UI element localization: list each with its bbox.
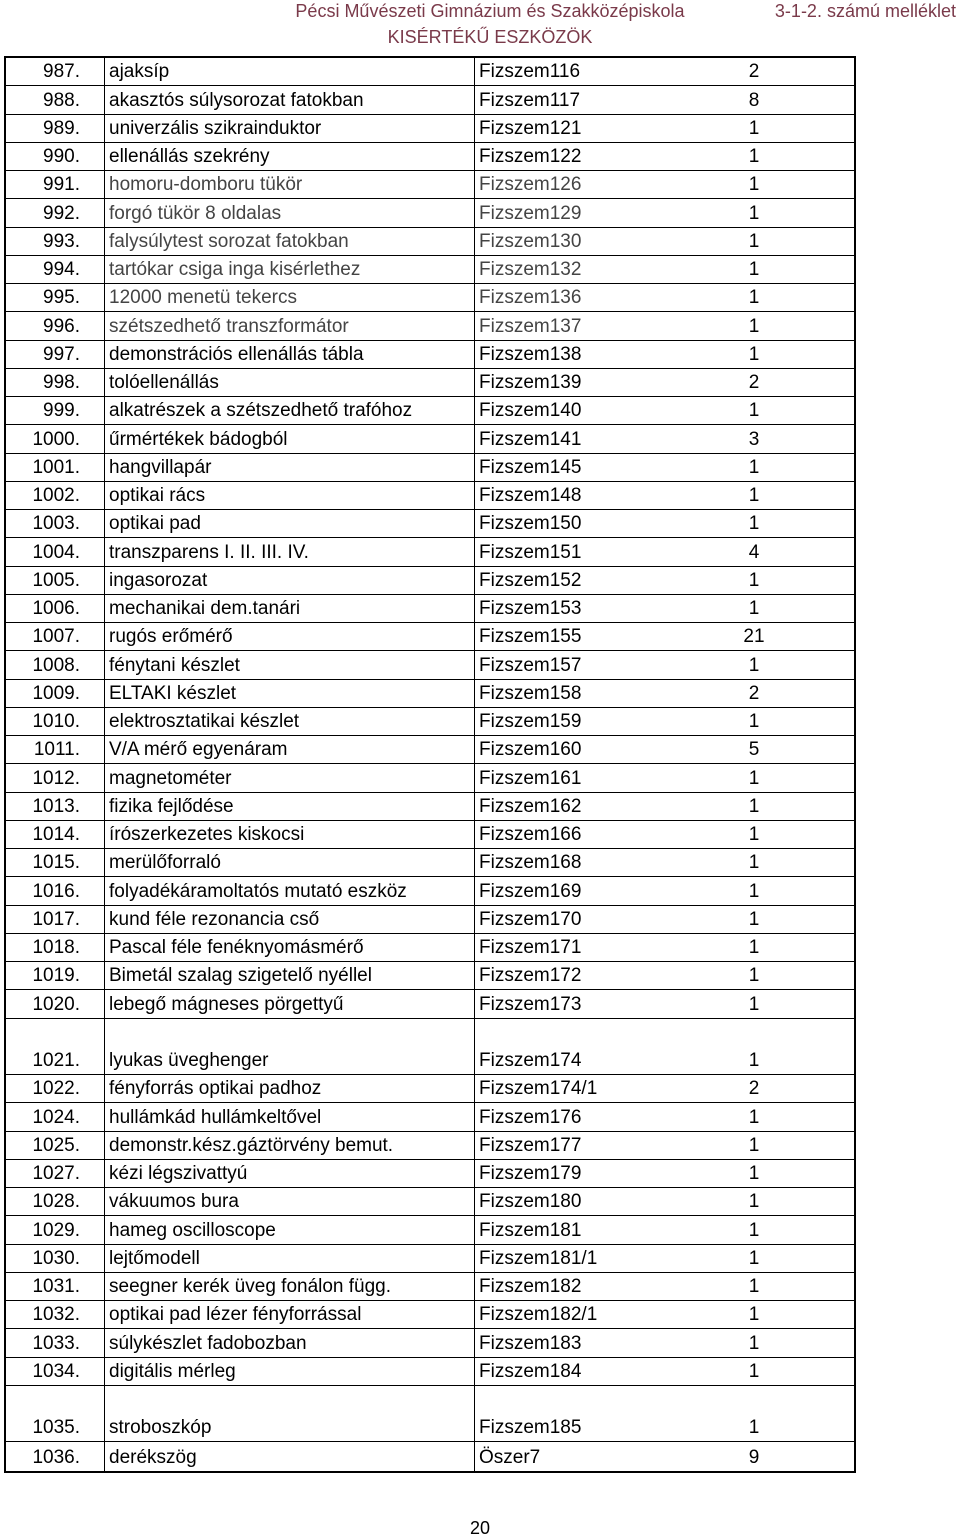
appendix-label: 3-1-2. számú melléklet <box>774 1 956 21</box>
page-number: 20 <box>469 1518 491 1538</box>
item-quantity: 2 <box>748 61 760 83</box>
item-code: Fizszem148 <box>479 485 582 506</box>
item-quantity: 1 <box>748 400 760 422</box>
item-code: Fizszem166 <box>479 824 582 845</box>
table-row <box>6 1216 854 1244</box>
item-name: merülőforraló <box>109 852 221 874</box>
item-quantity: 1 <box>748 315 760 337</box>
row-number: 998. <box>43 372 80 393</box>
item-quantity: 1 <box>748 1304 760 1326</box>
row-number: 1025. <box>32 1134 80 1156</box>
item-name: hameg oscilloscope <box>109 1219 276 1241</box>
item-code: Fizszem153 <box>479 598 582 619</box>
item-code: Fizszem185 <box>479 1417 582 1439</box>
item-quantity: 1 <box>748 1247 760 1269</box>
item-name: fényforrás optikai padhoz <box>109 1078 322 1100</box>
table-row <box>6 369 854 397</box>
item-quantity: 1 <box>748 1360 760 1382</box>
item-code: Fizszem138 <box>479 343 582 365</box>
table-row <box>6 199 854 227</box>
row-number: 1002. <box>32 485 80 506</box>
row-number: 1010. <box>32 711 80 732</box>
item-name: falysúlytest sorozat fatokban <box>109 230 349 252</box>
item-name: hullámkád hullámkeltővel <box>109 1106 322 1128</box>
row-number: 1018. <box>32 937 80 958</box>
item-quantity: 1 <box>748 117 760 139</box>
row-number: 1019. <box>32 965 80 987</box>
row-number: 996. <box>43 315 80 337</box>
row-number: 1034. <box>32 1360 80 1382</box>
item-quantity: 3 <box>748 428 760 450</box>
item-name: rugós erőmérő <box>109 626 233 648</box>
table-row <box>6 821 854 849</box>
item-name: lejtőmodell <box>109 1247 200 1269</box>
document-subtitle: KISÉRTÉKŰ ESZKÖZÖK <box>387 27 593 47</box>
item-code: Fizszem151 <box>479 541 582 563</box>
item-name: lyukas üveghenger <box>109 1050 269 1071</box>
item-name: derékszög <box>109 1446 197 1468</box>
item-quantity: 1 <box>748 513 760 535</box>
item-name: Bimetál szalag szigetelő nyéllel <box>109 965 372 987</box>
table-row <box>6 171 854 199</box>
row-number: 1003. <box>32 513 80 535</box>
item-quantity: 1 <box>748 456 760 478</box>
item-name: tartókar csiga inga kisérlethez <box>109 259 361 280</box>
item-name: ingasorozat <box>109 569 208 591</box>
item-quantity: 1 <box>748 1219 760 1241</box>
item-code: Fizszem181 <box>479 1219 582 1241</box>
item-code: Fizszem139 <box>479 372 582 393</box>
table-row <box>6 934 854 962</box>
item-quantity: 1 <box>748 146 760 167</box>
item-code: Fizszem169 <box>479 880 582 902</box>
table-row <box>6 143 854 171</box>
item-quantity: 1 <box>748 795 760 817</box>
item-name: optikai pad <box>109 513 201 535</box>
item-quantity: 1 <box>748 880 760 902</box>
row-number: 1006. <box>32 598 80 619</box>
table-row <box>6 228 854 256</box>
table-row <box>6 1358 854 1386</box>
item-quantity: 1 <box>748 1106 760 1128</box>
item-name: folyadékáramoltatós mutató eszköz <box>109 880 407 902</box>
item-code: Fizszem155 <box>479 626 582 648</box>
item-name: vákuumos bura <box>109 1191 239 1213</box>
item-quantity: 1 <box>748 1050 760 1071</box>
item-name: súlykészlet fadobozban <box>109 1332 307 1354</box>
item-code: Fizszem117 <box>479 89 581 111</box>
table-row <box>6 736 854 764</box>
table-row <box>6 284 854 312</box>
item-code: Fizszem116 <box>479 61 581 83</box>
item-quantity: 1 <box>748 711 760 732</box>
item-code: Fizszem121 <box>479 117 582 139</box>
table-row <box>6 312 854 340</box>
row-number: 1030. <box>32 1247 80 1269</box>
item-code: Fizszem176 <box>479 1106 582 1128</box>
item-code: Fizszem129 <box>479 202 582 224</box>
item-name: optikai rács <box>109 485 206 506</box>
item-quantity: 1 <box>748 202 760 224</box>
item-code: Fizszem159 <box>479 711 582 732</box>
item-code: Fizszem130 <box>479 230 582 252</box>
item-code: Fizszem182 <box>479 1276 582 1297</box>
table-row <box>6 962 854 990</box>
item-name: lebegő mágneses pörgettyű <box>109 993 344 1015</box>
table-row <box>6 1245 854 1273</box>
item-quantity: 1 <box>748 343 760 365</box>
row-number: 1004. <box>32 541 80 563</box>
item-code: Fizszem122 <box>479 146 582 167</box>
item-name: hangvillapár <box>109 456 212 478</box>
row-number: 1036. <box>32 1446 80 1468</box>
row-number: 1015. <box>32 852 80 874</box>
item-code: Fizszem168 <box>479 852 582 874</box>
table-row <box>6 341 854 369</box>
row-number: 1031. <box>32 1276 80 1297</box>
table-row <box>6 793 854 821</box>
item-name: fizika fejlődése <box>109 795 234 817</box>
table-row <box>6 764 854 792</box>
item-name: V/A mérő egyenáram <box>109 739 288 761</box>
item-code: Fizszem152 <box>479 569 582 591</box>
item-name: ellenállás szekrény <box>109 146 270 167</box>
item-quantity: 1 <box>748 1191 760 1213</box>
item-quantity: 2 <box>748 682 760 704</box>
item-quantity: 1 <box>748 852 760 874</box>
item-code: Fizszem181/1 <box>479 1247 598 1269</box>
item-code: Fizszem160 <box>479 739 582 761</box>
item-name: seegner kerék üveg fonálon függ. <box>109 1276 392 1297</box>
row-number: 1022. <box>32 1078 80 1100</box>
item-code: Fizszem184 <box>479 1360 582 1382</box>
item-name: transzparens I. II. III. IV. <box>109 541 309 563</box>
row-number: 1028. <box>32 1191 80 1213</box>
item-quantity: 1 <box>748 1134 760 1156</box>
item-code: Fizszem145 <box>479 456 582 478</box>
table-row <box>6 1160 854 1188</box>
row-number: 995. <box>43 287 80 309</box>
item-code: Fizszem161 <box>479 767 582 789</box>
row-number: 1012. <box>32 767 80 789</box>
row-number: 1005. <box>32 569 80 591</box>
row-number: 1032. <box>32 1304 80 1326</box>
item-name: 12000 menetü tekercs <box>109 287 298 309</box>
row-number: 1011. <box>33 739 80 761</box>
item-quantity: 1 <box>748 230 760 252</box>
item-quantity: 5 <box>748 739 760 761</box>
row-number: 999. <box>43 400 80 422</box>
item-quantity: 1 <box>748 485 760 506</box>
table-row <box>6 1103 854 1131</box>
item-quantity: 1 <box>748 259 760 280</box>
item-quantity: 4 <box>748 541 760 563</box>
item-code: Fizszem162 <box>479 795 582 817</box>
item-quantity: 2 <box>748 1078 760 1100</box>
row-number: 993. <box>43 230 80 252</box>
item-code: Fizszem158 <box>479 682 582 704</box>
item-name: demonstr.kész.gáztörvény bemut. <box>109 1134 394 1156</box>
row-number: 997. <box>43 343 80 365</box>
item-quantity: 1 <box>748 287 760 309</box>
item-code: Fizszem126 <box>479 174 582 196</box>
item-code: Fizszem141 <box>479 428 582 450</box>
item-code: Fizszem150 <box>479 513 582 535</box>
item-quantity: 1 <box>748 767 760 789</box>
item-name: kézi légszivattyú <box>109 1163 248 1184</box>
item-quantity: 2 <box>748 372 760 393</box>
table-row <box>6 849 854 877</box>
table-row <box>6 256 854 284</box>
table-row <box>6 1019 854 1076</box>
item-quantity: 1 <box>748 908 760 930</box>
item-code: Fizszem137 <box>479 315 582 337</box>
row-number: 1029. <box>32 1219 80 1241</box>
row-number: 1008. <box>32 654 80 676</box>
item-code: Öszer7 <box>479 1446 541 1468</box>
item-code: Fizszem170 <box>479 908 582 930</box>
item-quantity: 1 <box>748 1417 760 1439</box>
table-row <box>6 425 854 453</box>
row-number: 1007. <box>32 626 80 648</box>
table-row <box>6 115 854 143</box>
table-row <box>6 454 854 482</box>
item-code: Fizszem140 <box>479 400 582 422</box>
item-quantity: 1 <box>748 1163 760 1184</box>
row-number: 1021. <box>32 1050 80 1071</box>
item-name: ajaksíp <box>109 61 170 83</box>
row-number: 988. <box>43 89 80 111</box>
table-row <box>6 680 854 708</box>
item-name: digitális mérleg <box>109 1360 236 1382</box>
table-row <box>6 510 854 538</box>
item-quantity: 1 <box>748 174 760 196</box>
row-number: 1009. <box>32 682 80 704</box>
item-name: homoru-domboru tükör <box>109 174 303 196</box>
item-quantity: 8 <box>748 89 760 111</box>
item-name: írószerkezetes kiskocsi <box>109 824 305 845</box>
item-name: Pascal féle fenéknyomásmérő <box>109 937 364 958</box>
item-quantity: 1 <box>748 1276 760 1297</box>
item-name: szétszedhető transzformátor <box>109 315 349 337</box>
table-row <box>6 58 854 86</box>
item-code: Fizszem173 <box>479 993 582 1015</box>
table-row <box>6 1386 854 1443</box>
item-code: Fizszem183 <box>479 1332 582 1354</box>
table-row <box>6 1188 854 1216</box>
table-row <box>6 567 854 595</box>
row-number: 1020. <box>32 993 80 1015</box>
item-quantity: 1 <box>748 598 760 619</box>
table-row <box>6 1329 854 1357</box>
item-code: Fizszem172 <box>479 965 582 987</box>
table-row <box>6 1075 854 1103</box>
school-name: Pécsi Művészeti Gimnázium és Szakközépiskola <box>295 1 685 21</box>
table-row <box>6 708 854 736</box>
row-number: 994. <box>43 259 80 280</box>
row-number: 1013. <box>32 795 80 817</box>
row-number: 991. <box>43 174 80 196</box>
row-number: 989. <box>43 117 80 139</box>
table-row <box>6 482 854 510</box>
item-name: fénytani készlet <box>109 654 240 676</box>
item-quantity: 1 <box>748 654 760 676</box>
item-code: Fizszem174/1 <box>479 1078 598 1100</box>
row-number: 1017. <box>32 908 80 930</box>
table-row <box>6 538 854 566</box>
row-number: 1000. <box>32 428 80 450</box>
item-name: magnetométer <box>109 767 232 789</box>
item-quantity: 1 <box>748 569 760 591</box>
item-code: Fizszem132 <box>479 259 582 280</box>
item-name: forgó tükör 8 oldalas <box>109 202 282 224</box>
inventory-table <box>4 56 856 1473</box>
item-name: tolóellenállás <box>109 372 219 393</box>
item-quantity: 9 <box>748 1446 760 1468</box>
row-number: 992. <box>43 202 80 224</box>
table-row <box>6 651 854 679</box>
item-name: optikai pad lézer fényforrással <box>109 1304 362 1326</box>
table-row <box>6 1132 854 1160</box>
row-number: 1027. <box>32 1163 80 1184</box>
table-row <box>6 1442 854 1470</box>
table-row <box>6 1273 854 1301</box>
row-number: 1035. <box>32 1417 80 1439</box>
item-name: alkatrészek a szétszedhető trafóhoz <box>109 400 413 422</box>
table-row <box>6 623 854 651</box>
item-quantity: 1 <box>748 965 760 987</box>
item-code: Fizszem179 <box>479 1163 582 1184</box>
item-code: Fizszem180 <box>479 1191 582 1213</box>
row-number: 1033. <box>32 1332 80 1354</box>
item-name: ELTAKI készlet <box>109 682 237 704</box>
item-code: Fizszem171 <box>479 937 582 958</box>
item-code: Fizszem182/1 <box>479 1304 598 1326</box>
item-code: Fizszem174 <box>479 1050 582 1071</box>
item-name: univerzális szikrainduktor <box>109 117 322 139</box>
item-quantity: 1 <box>748 993 760 1015</box>
row-number: 1016. <box>32 880 80 902</box>
item-name: akasztós súlysorozat fatokban <box>109 89 364 111</box>
row-number: 1001. <box>32 456 80 478</box>
item-name: mechanikai dem.tanári <box>109 598 301 619</box>
item-quantity: 1 <box>748 1332 760 1354</box>
row-number: 990. <box>43 146 80 167</box>
row-number: 1014. <box>32 824 80 845</box>
table-row <box>6 595 854 623</box>
item-quantity: 1 <box>748 937 760 958</box>
item-code: Fizszem177 <box>479 1134 582 1156</box>
item-quantity: 1 <box>748 824 760 845</box>
table-row <box>6 397 854 425</box>
item-name: demonstrációs ellenállás tábla <box>109 343 364 365</box>
item-name: kund féle rezonancia cső <box>109 908 320 930</box>
item-name: elektrosztatikai készlet <box>109 711 300 732</box>
row-number: 987. <box>43 61 80 83</box>
item-quantity: 21 <box>743 626 765 648</box>
table-row <box>6 906 854 934</box>
table-row <box>6 1301 854 1329</box>
table-row <box>6 877 854 905</box>
item-name: űrmértékek bádogból <box>109 428 288 450</box>
table-row <box>6 990 854 1018</box>
table-row <box>6 86 854 114</box>
row-number: 1024. <box>32 1106 80 1128</box>
item-code: Fizszem157 <box>479 654 582 676</box>
item-code: Fizszem136 <box>479 287 582 309</box>
item-name: stroboszkóp <box>109 1417 212 1439</box>
